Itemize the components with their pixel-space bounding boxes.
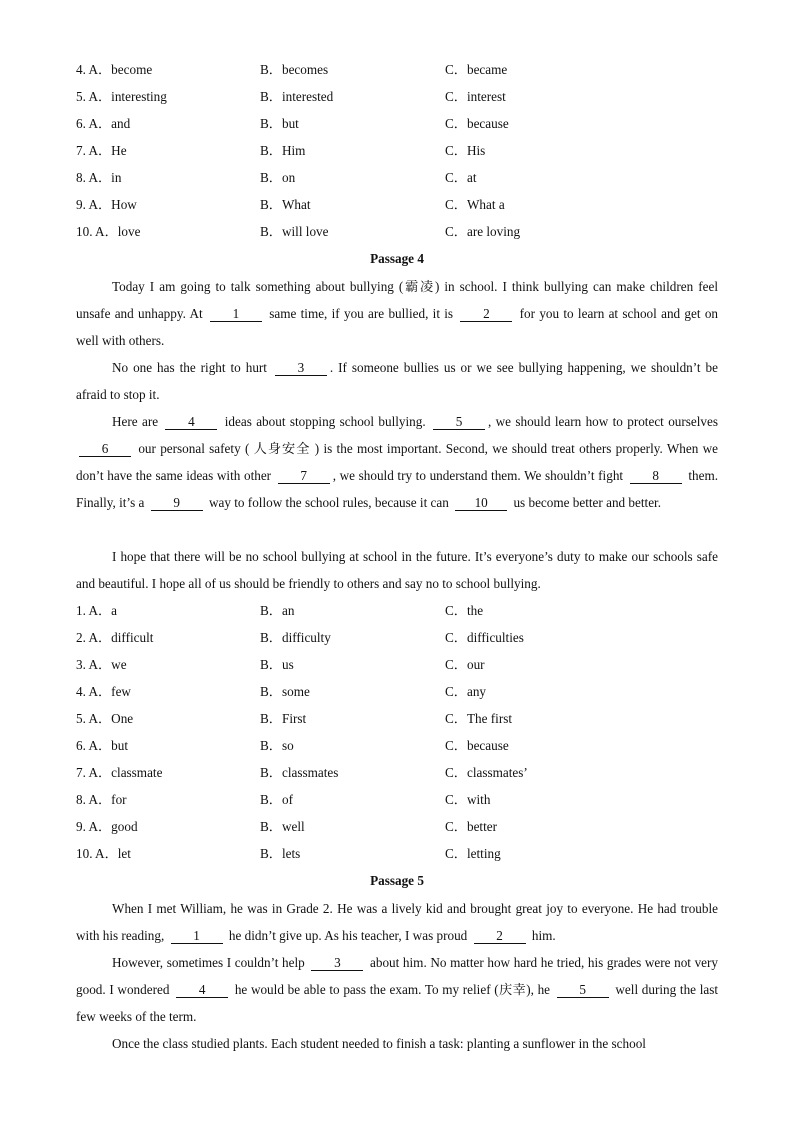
option-row (76, 141, 726, 161)
option-b: B．becomes (260, 62, 329, 77)
passage-4-paragraph-4: I hope that there will be no school bullying at school in the future. It’s everyone’s duty to make our schools safe and beautiful. I hope all of us should be friendly to others and say no to school bullying. (76, 549, 718, 591)
text-run: ideas about stopping school bullying. (224, 414, 426, 429)
blank-4: 4 (165, 414, 217, 430)
option-c: C．because (445, 738, 509, 753)
option-b: B．of (260, 792, 293, 807)
option-c: C．What a (445, 197, 505, 212)
option-a-text: How (111, 197, 137, 212)
option-c: C．with (445, 792, 491, 807)
option-a-text: for (111, 792, 127, 807)
option-row (76, 736, 726, 756)
option-a (76, 846, 131, 861)
option-b: B．will love (260, 224, 329, 239)
option-a-text: a (111, 603, 118, 618)
question-number: 1. A． (76, 603, 112, 618)
blank-8: 8 (630, 468, 682, 484)
option-c: C．became (445, 62, 508, 77)
option-b: B．us (260, 657, 294, 672)
option-c: C．are loving (445, 224, 521, 239)
passage-4-paragraph-1 (76, 273, 718, 354)
blank-1: 1 (171, 928, 223, 944)
question-number: 4. A． (76, 684, 112, 699)
option-row (76, 601, 726, 621)
option-a (76, 792, 127, 807)
question-number: 9. A． (76, 819, 112, 834)
option-b: B．classmates (260, 765, 339, 780)
blank-5: 5 (433, 414, 485, 430)
blank-7: 7 (278, 468, 330, 484)
blank-5: 5 (557, 982, 609, 998)
option-a (76, 630, 153, 645)
option-c: C．because (445, 116, 509, 131)
option-a-text: good (111, 819, 138, 834)
text-run: our personal safety ( 人身安全 ) is the most important. Second, we should treat others properly. When we don’t have the same ideas with other (76, 441, 719, 483)
passage-4-paragraph-2 (76, 354, 718, 408)
option-a (76, 116, 130, 131)
option-row (76, 817, 726, 837)
option-b: B．First (260, 711, 307, 726)
option-row (76, 168, 726, 188)
question-number: 6. A． (76, 738, 112, 753)
question-number: 4. A． (76, 62, 112, 77)
text-run: about him. No matter how hard he tried, his grades were not very good. I wondered (76, 955, 719, 997)
option-a (76, 224, 140, 239)
text-run: him. (531, 928, 556, 943)
question-number: 2. A． (76, 630, 112, 645)
option-a-text: interesting (111, 89, 167, 104)
text-run: them. Finally, it’s a (76, 468, 718, 510)
question-number: 8. A． (76, 170, 112, 185)
option-c: C．interest (445, 89, 506, 104)
option-c: C．The first (445, 711, 513, 726)
blank-9: 9 (151, 495, 203, 511)
text-run: he would be able to pass the exam. To my relief (庆幸), he (234, 982, 551, 997)
question-number: 6. A． (76, 116, 112, 131)
option-a (76, 143, 127, 158)
question-number: 10. A． (76, 224, 118, 239)
option-a-text: difficult (111, 630, 154, 645)
option-b: B．interested (260, 89, 334, 104)
option-b: B．well (260, 819, 305, 834)
text-run: , we should learn how to protect ourselves (488, 414, 718, 429)
blank-6: 6 (79, 441, 131, 457)
option-a (76, 170, 121, 185)
option-b: B．but (260, 116, 299, 131)
passage-5-paragraph-2 (76, 949, 718, 1030)
option-c: C．letting (445, 846, 501, 861)
option-c: C．His (445, 143, 486, 158)
text-run: . If someone bullies us or we see bullying happening, we shouldn’t be afraid to stop it. (76, 360, 718, 402)
blank-3: 3 (275, 360, 327, 376)
option-row (76, 709, 726, 729)
blank-2: 2 (474, 928, 526, 944)
option-a (76, 684, 131, 699)
blank-10: 10 (455, 495, 507, 511)
text-run: us become better and better. (513, 495, 662, 510)
option-a (76, 197, 137, 212)
option-a (76, 738, 128, 753)
option-b: B．an (260, 603, 295, 618)
option-b: B．What (260, 197, 311, 212)
option-a-text: in (111, 170, 122, 185)
option-a-text: He (111, 143, 127, 158)
question-number: 3. A． (76, 657, 112, 672)
option-a (76, 62, 152, 77)
option-row (76, 790, 726, 810)
blank-4: 4 (176, 982, 228, 998)
option-row (76, 655, 726, 675)
passage-5-paragraph-1 (76, 895, 718, 949)
option-c: C．better (445, 819, 498, 834)
option-b: B．Him (260, 143, 306, 158)
option-c: C．difficulties (445, 630, 524, 645)
option-row (76, 763, 726, 783)
option-b: B．difficulty (260, 630, 331, 645)
option-a-text: and (111, 116, 131, 131)
option-b: B．so (260, 738, 294, 753)
option-a-text: but (111, 738, 129, 753)
question-number: 7. A． (76, 765, 112, 780)
blank-3: 3 (311, 955, 363, 971)
question-number: 5. A． (76, 711, 112, 726)
blank-2: 2 (460, 306, 512, 322)
text-run: , we should try to understand them. We shouldn’t fight (332, 468, 624, 483)
text-run: No one has the right to hurt (112, 360, 267, 375)
option-b: B．lets (260, 846, 301, 861)
option-a-text: One (111, 711, 134, 726)
text-run: Today I am going to talk something about bullying (霸凌) in school. I think bullying can make children feel unsafe and unhappy. At (76, 279, 718, 321)
option-c: C．the (445, 603, 484, 618)
option-row (76, 222, 726, 242)
option-c: C．classmates’ (445, 765, 528, 780)
option-a-text: love (117, 224, 141, 239)
option-b: B．on (260, 170, 296, 185)
text-run: he didn’t give up. As his teacher, I was proud (228, 928, 468, 943)
option-row (76, 682, 726, 702)
text-run: way to follow the school rules, because it can (208, 495, 449, 510)
text-run: same time, if you are bullied, it is (269, 306, 454, 321)
option-a (76, 765, 162, 780)
blank-1: 1 (210, 306, 262, 322)
text-run: well during the last few weeks of the term. (76, 982, 719, 1024)
option-row (76, 628, 726, 648)
option-row (76, 87, 726, 107)
question-number: 5. A． (76, 89, 112, 104)
option-a-text: classmate (111, 765, 163, 780)
passage-4-title: Passage 4 (370, 251, 424, 266)
option-a (76, 603, 117, 618)
option-b: B．some (260, 684, 310, 699)
text-run: for you to learn at school and get on well with others. (76, 306, 719, 348)
option-row (76, 60, 726, 80)
option-row (76, 195, 726, 215)
question-number: 10. A． (76, 846, 118, 861)
question-number: 9. A． (76, 197, 112, 212)
option-row (76, 114, 726, 134)
question-number: 8. A． (76, 792, 112, 807)
text-run: When I met William, he was in Grade 2. He was a lively kid and brought great joy to everyone. He had trouble with his reading, (76, 901, 718, 943)
option-a (76, 711, 133, 726)
passage-4-paragraph-3 (76, 408, 718, 516)
text-run: However, sometimes I couldn’t help (112, 955, 305, 970)
option-a-text: few (111, 684, 131, 699)
option-a-text: we (111, 657, 127, 672)
option-a (76, 89, 167, 104)
option-row (76, 844, 726, 864)
option-a-text: become (111, 62, 153, 77)
passage-5-paragraph-3: Once the class studied plants. Each student needed to finish a task: planting a sunflower in the school (112, 1036, 646, 1051)
question-number: 7. A． (76, 143, 112, 158)
passage-5-title: Passage 5 (370, 873, 424, 888)
text-run: Here are (112, 414, 159, 429)
option-c: C．our (445, 657, 485, 672)
option-c: C．any (445, 684, 487, 699)
option-a (76, 819, 138, 834)
option-c: C．at (445, 170, 477, 185)
option-a-text: let (117, 846, 131, 861)
option-a (76, 657, 127, 672)
